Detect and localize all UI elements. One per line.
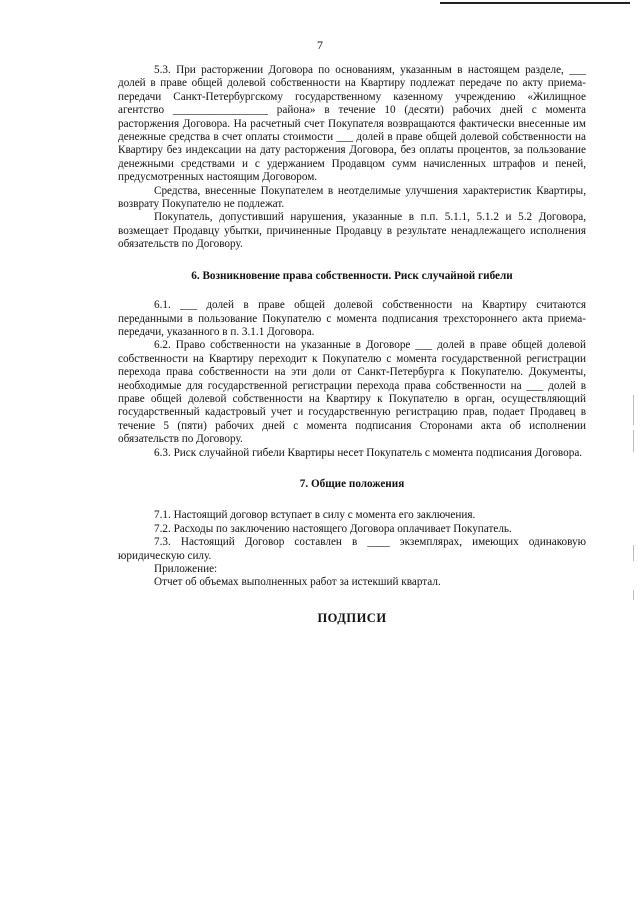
paragraph-improvements: Средства, внесенные Покупателем в неотделимые улучшения характеристик Квартиры, возврату Покупателю не подлежат. — [118, 184, 586, 211]
scan-mark — [633, 430, 634, 452]
section-7-heading: 7. Общие положения — [299, 477, 405, 490]
document-body — [118, 64, 586, 625]
paragraph-7-3: 7.3. Настоящий Договор составлен в ____ экземплярах, имеющих одинаковую юридическую силу. — [118, 536, 586, 562]
scan-mark — [633, 590, 634, 600]
paragraph-6-3: 6.3. Риск случайной гибели Квартиры несет Покупатель с момента подписания Договора. — [154, 446, 583, 459]
top-rule — [440, 2, 630, 4]
section-6-heading: 6. Возникновение права собственности. Риск случайной гибели — [191, 269, 513, 282]
scan-mark — [633, 545, 634, 561]
signatures-heading: ПОДПИСИ — [317, 610, 387, 625]
paragraph-appendix-label: Приложение: — [154, 563, 218, 575]
page-number: 7 — [317, 38, 323, 52]
paragraph-violations: Покупатель, допустивший нарушения, указанные в п.п. 5.1.1, 5.1.2 и 5.2 Договора, возмещает Продавцу убытки, причиненные Продавцу в результате ненадлежащего исполнения обязательств по Договору. — [118, 211, 586, 251]
paragraph-6-1: 6.1. ___ долей в праве общей долевой собственности на Квартиру считаются переданными в пользование Покупателю с момента подписания трехстороннего акта приема-передачи, указанного в п. 3.1.1 Договора. — [118, 299, 586, 338]
paragraph-7-1: 7.1. Настоящий договор вступает в силу с момента его заключения. — [154, 509, 476, 522]
paragraph-5-3: 5.3. При расторжении Договора по основаниям, указанным в настоящем разделе, ___ долей в праве общей долевой собственности на Квартиру подлежат передаче по акту приема-передачи Санкт-Петербургскому государственному казенному учреждению «Жилищное агентство _________________ района» в течение 10 (десяти) рабочих дней с момента расторжения Договора. На расчетный счет Покупателя возвращаются фактически внесенные им денежные средства в счет оплаты стоимости ___ долей в праве общей долевой собственности на Квартиру без индексации на дату расторжения Договора, без оплаты процентов, за пользование денежными средствами и с удержанием Продавцом сумм начисленных штрафов и пеней, предусмотренных настоящим Договором. — [118, 64, 586, 184]
paragraph-6-2: 6.2. Право собственности на указанные в Договоре ___ долей в праве общей долевой собственности на Квартиру переходит к Покупателю с момента государственной регистрации перехода права собственности на эти доли от Санкт-Петербурга к Покупателю. Документы, необходимые для государственной регистрации перехода права собственности на ___ долей в праве общей долевой собственности на Квартиру к Покупателю в орган, осуществляющий государственный кадастровый учет и государственную регистрацию прав, подает Продавец в течение 5 (пяти) рабочих дней с момента подписания Сторонами акта об исполнении обязательств по Договору. — [118, 339, 586, 446]
scan-mark — [633, 395, 634, 425]
paragraph-7-2: 7.2. Расходы по заключению настоящего Договора оплачивает Покупатель. — [154, 522, 512, 535]
paragraph-appendix-item: Отчет об объемах выполненных работ за истекший квартал. — [154, 576, 441, 589]
